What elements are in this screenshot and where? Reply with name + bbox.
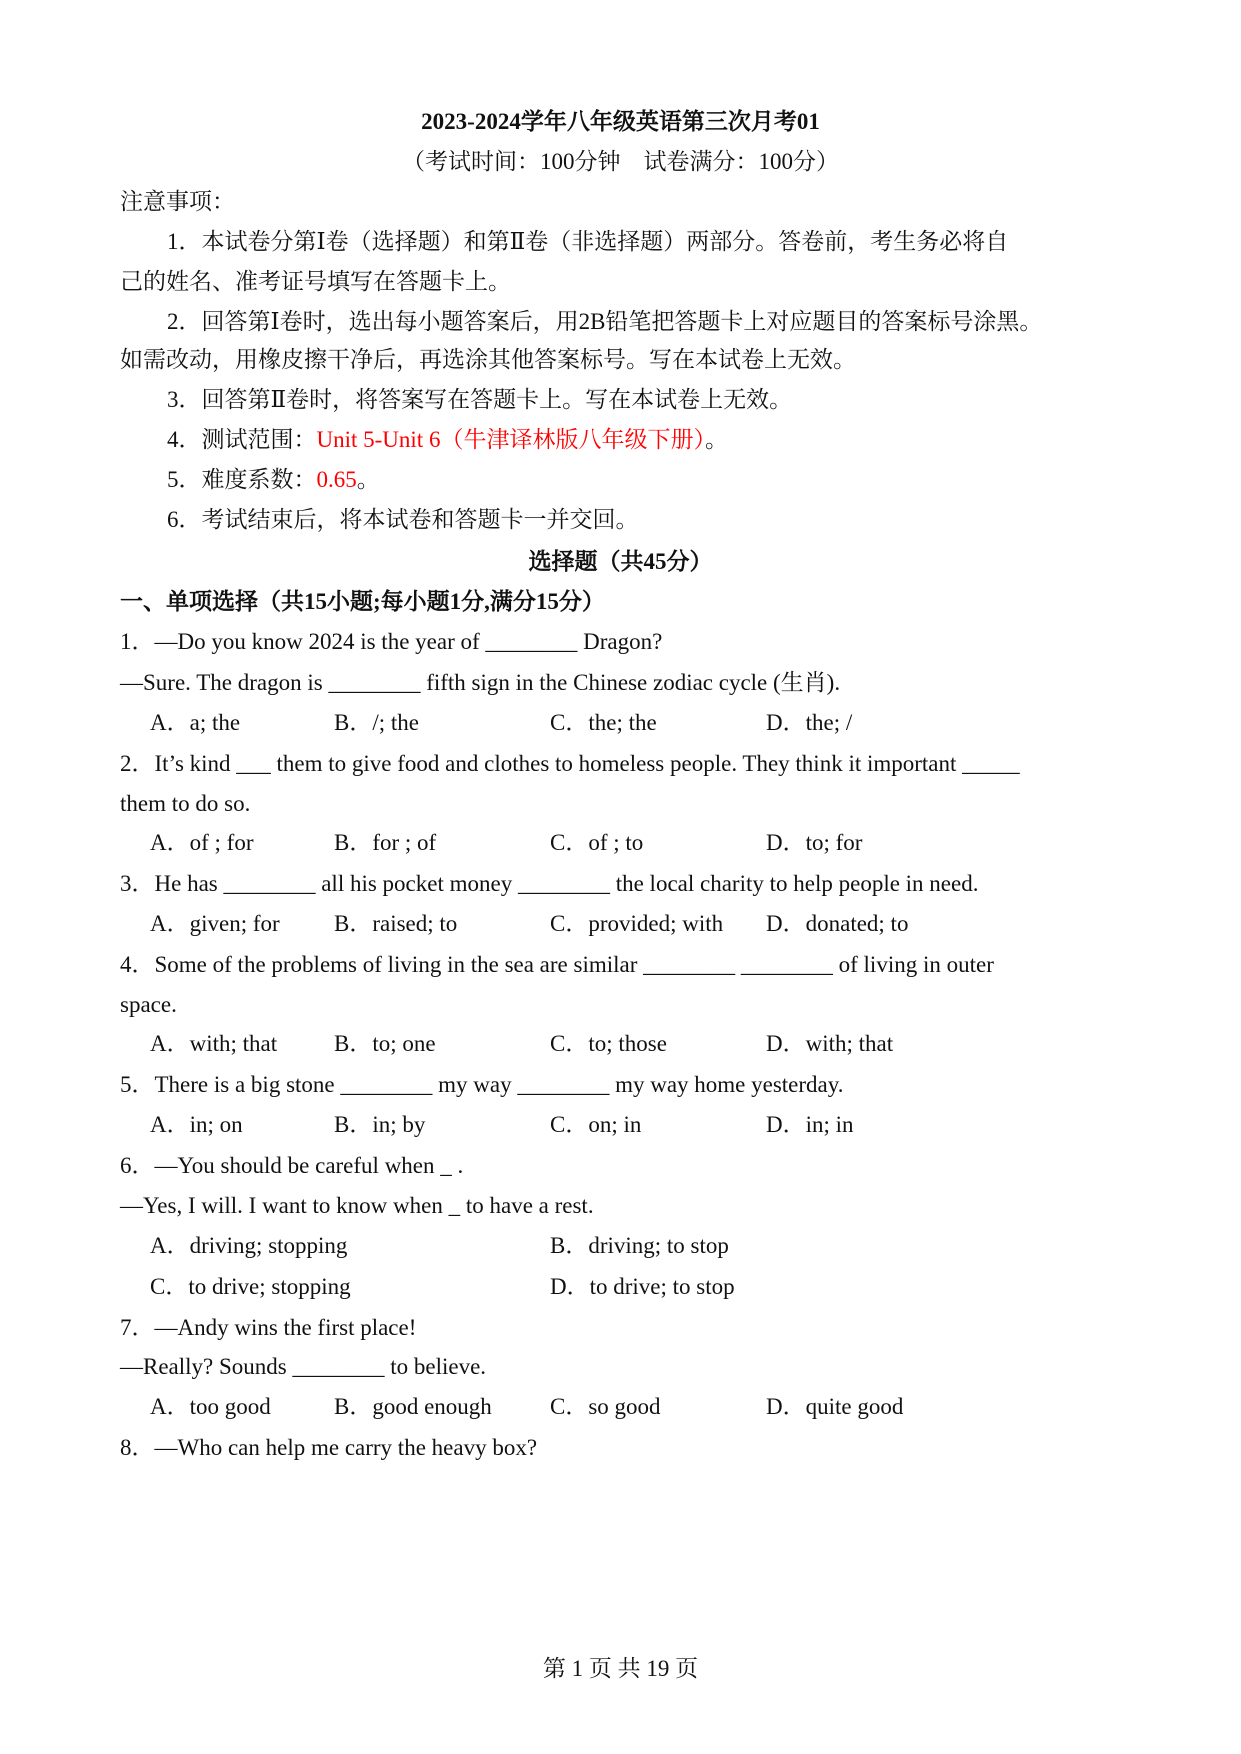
option-c: C．the; the <box>550 710 657 735</box>
option-b: B．driving; to stop <box>550 1233 729 1258</box>
note-6: 6．考试结束后，将本试卷和答题卡一并交回。 <box>167 507 639 532</box>
option-a: A．too good <box>150 1394 271 1419</box>
question-5-line-1: 5．There is a big stone ________ my way ________ my way home yesterday. <box>120 1072 844 1097</box>
option-c: C．provided; with <box>550 911 724 936</box>
question-8-line-1: 8．—Who can help me carry the heavy box? <box>120 1435 538 1460</box>
exam-title: 2023-2024学年八年级英语第三次月考01 <box>421 109 820 134</box>
question-3-line-1: 3．He has ________ all his pocket money ________ the local charity to help people in need. <box>120 871 979 896</box>
option-a: A．a; the <box>150 710 241 735</box>
question-7-line-2: —Really? Sounds ________ to believe. <box>120 1354 487 1379</box>
notes-heading: 注意事项： <box>120 189 235 214</box>
option-c: C．on; in <box>550 1112 642 1137</box>
option-b: B．/; the <box>334 710 419 735</box>
question-6-options-row-2 <box>150 1272 1050 1302</box>
question-7-options <box>150 1392 1050 1422</box>
note-5-suffix: 。 <box>356 467 380 492</box>
note-2-line-2: 如需改动，用橡皮擦干净后，再选涂其他答案标号。写在本试卷上无效。 <box>120 347 856 372</box>
test-range: Unit 5-Unit 6（牛津译林版八年级下册） <box>316 427 705 452</box>
note-4 <box>167 425 1187 455</box>
option-a: A．with; that <box>150 1031 278 1056</box>
note-1-line-2: 己的姓名、准考证号填写在答题卡上。 <box>120 269 511 294</box>
option-d: D．quite good <box>766 1394 904 1419</box>
question-4-line-1: 4．Some of the problems of living in the sea are similar ________ ________ of living in outer <box>120 952 994 977</box>
option-d: D．to; for <box>766 830 863 855</box>
question-6-options-row-1 <box>150 1231 1050 1261</box>
note-5 <box>167 465 1187 495</box>
page-footer: 第 1 页 共 19 页 <box>542 1656 699 1681</box>
note-1-line-1: 1．本试卷分第Ⅰ卷（选择题）和第Ⅱ卷（非选择题）两部分。答卷前，考生务必将自 <box>167 229 1009 254</box>
option-c: C．to; those <box>550 1031 667 1056</box>
option-a: A．of ; for <box>150 830 254 855</box>
option-b: B．to; one <box>334 1031 436 1056</box>
question-1-line-2: —Sure. The dragon is ________ fifth sign in the Chinese zodiac cycle (生肖). <box>120 670 841 695</box>
question-6-line-2: —Yes, I will. I want to know when _ to have a rest. <box>120 1193 594 1218</box>
option-c: C．to drive; stopping <box>150 1274 351 1299</box>
option-d: D．to drive; to stop <box>550 1274 735 1299</box>
question-3-options <box>150 909 1050 939</box>
section-title: 选择题（共45分） <box>528 549 713 574</box>
question-4-line-2: space. <box>120 992 177 1017</box>
option-d: D．with; that <box>766 1031 894 1056</box>
question-1-line-1: 1．—Do you know 2024 is the year of ________ Dragon? <box>120 629 663 654</box>
option-d: D．donated; to <box>766 911 909 936</box>
note-3: 3．回答第Ⅱ卷时，将答案写在答题卡上。写在本试卷上无效。 <box>167 387 793 412</box>
question-5-options <box>150 1110 1050 1140</box>
note-5-prefix: 5．难度系数： <box>167 467 317 492</box>
question-1-options <box>150 708 1050 738</box>
part-1-heading: 一、单项选择（共15小题;每小题1分,满分15分） <box>120 589 605 614</box>
option-b: B．raised; to <box>334 911 458 936</box>
note-4-prefix: 4．测试范围： <box>167 427 317 452</box>
question-7-line-1: 7．—Andy wins the first place! <box>120 1315 417 1340</box>
question-4-options <box>150 1029 1050 1059</box>
option-c: C．so good <box>550 1394 661 1419</box>
option-d: D．in; in <box>766 1112 854 1137</box>
question-2-line-1: 2．It’s kind ___ them to give food and clothes to homeless people. They think it important _____ <box>120 751 1020 776</box>
option-a: A．given; for <box>150 911 280 936</box>
note-4-suffix: 。 <box>704 427 728 452</box>
option-c: C．of ; to <box>550 830 644 855</box>
option-b: B．in; by <box>334 1112 426 1137</box>
difficulty-value: 0.65 <box>316 467 357 492</box>
exam-subtitle: （考试时间：100分钟 试卷满分：100分） <box>402 149 839 174</box>
question-2-line-2: them to do so. <box>120 791 251 816</box>
option-b: B．for ; of <box>334 830 437 855</box>
option-a: A．driving; stopping <box>150 1233 348 1258</box>
option-a: A．in; on <box>150 1112 243 1137</box>
question-2-options <box>150 828 1050 858</box>
question-6-line-1: 6．—You should be careful when _ . <box>120 1153 464 1178</box>
note-2-line-1: 2．回答第Ⅰ卷时，选出每小题答案后，用2B铅笔把答题卡上对应题目的答案标号涂黑。 <box>167 309 1043 334</box>
option-b: B．good enough <box>334 1394 492 1419</box>
option-d: D．the; / <box>766 710 853 735</box>
